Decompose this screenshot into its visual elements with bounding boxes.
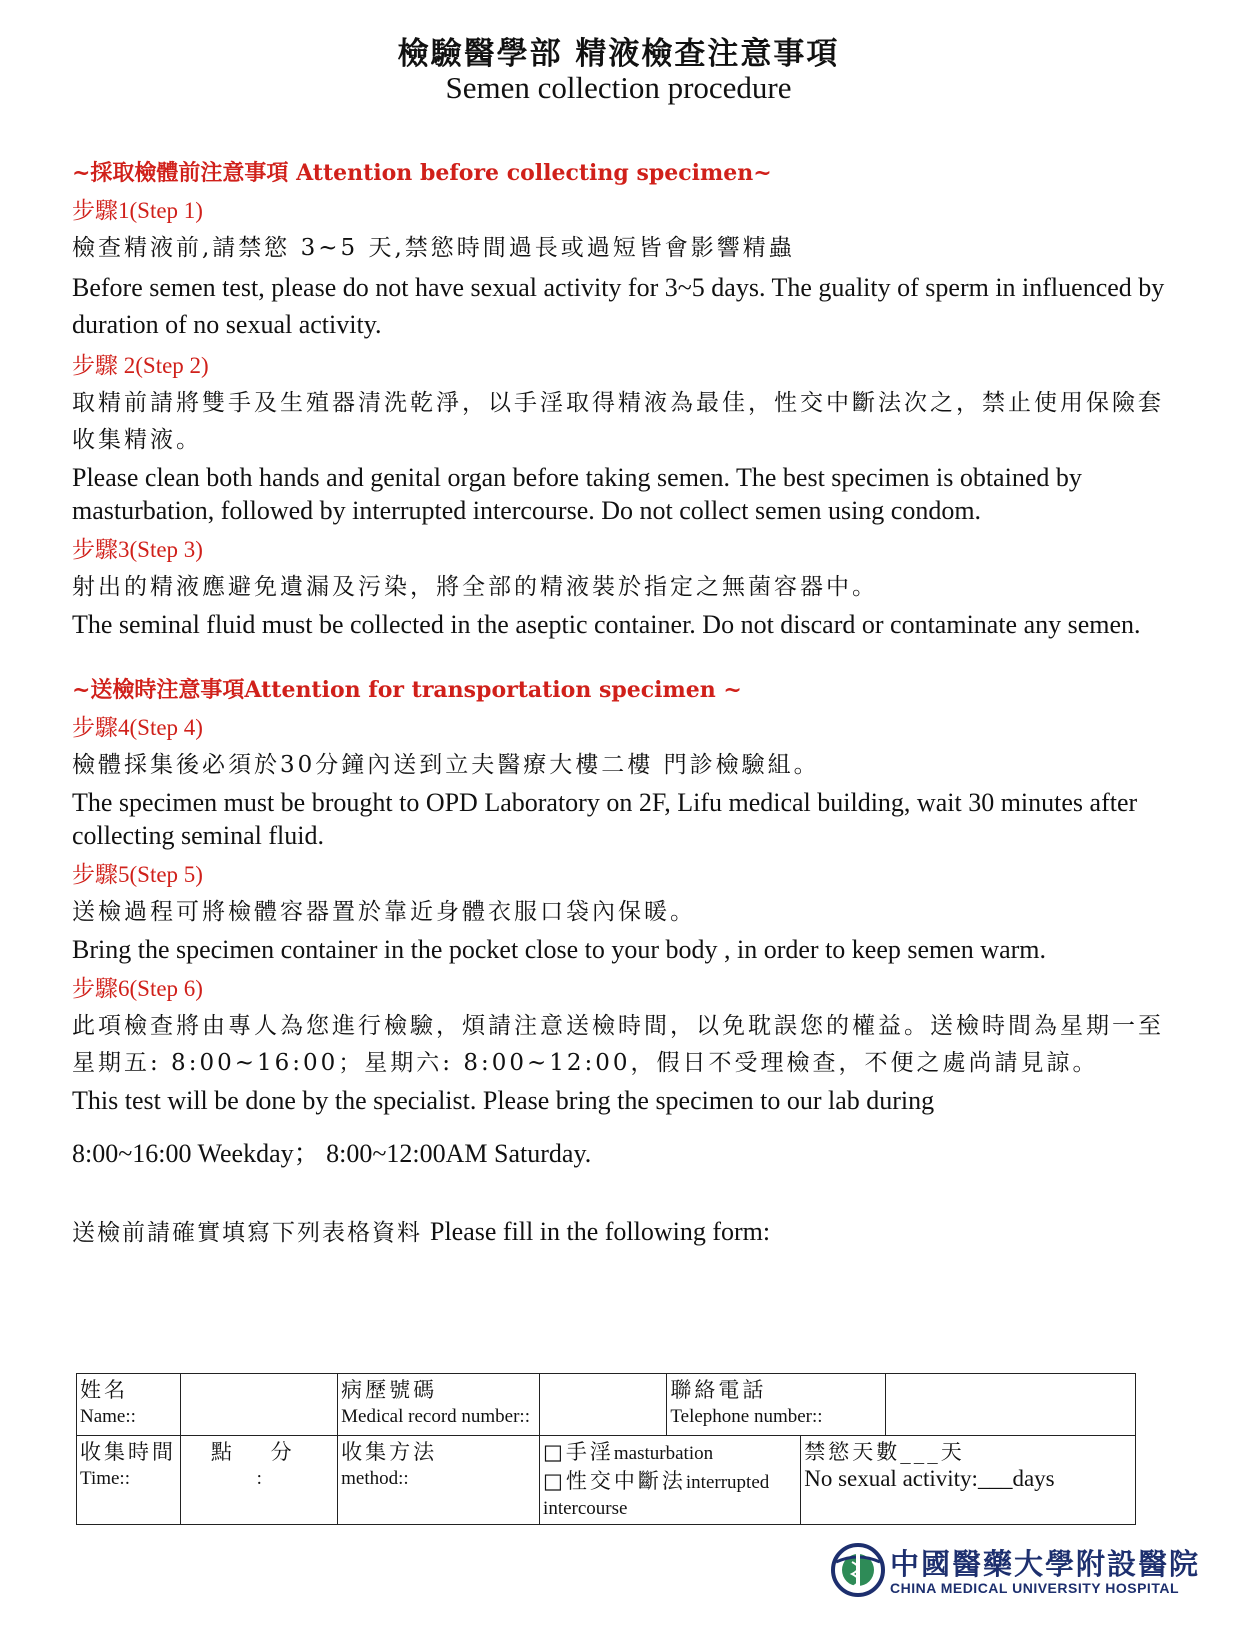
section-heading-before-collection: ~採取檢體前注意事項 Attention before collecting specimen~ <box>72 160 772 186</box>
medical-record-label-cell <box>338 1374 540 1436</box>
abstinence-cell[interactable] <box>801 1436 1136 1525</box>
step-4-label: 步驟4(Step 4) <box>72 715 203 740</box>
step-6-label: 步驟6(Step 6) <box>72 976 203 1001</box>
telephone-label-chinese: 聯絡電話 <box>670 1378 767 1402</box>
masturbation-label-english: masturbation <box>613 1443 714 1464</box>
step-5-chinese-text: 送檢過程可將檢體容器置於靠近身體衣服口袋內保暖。 <box>72 899 696 925</box>
method-options-cell <box>540 1436 801 1525</box>
step-6-chinese-text: 此項檢查將由專人為您進行檢驗，煩請注意送檢時間，以免耽誤您的權益。送檢時間為星期一至星期五: 8:00~16:00；星期六: 8:00~12:00，假日不受理檢查，不便之處尚請見諒。 <box>72 1013 1164 1076</box>
hospital-logo <box>830 1540 1201 1600</box>
page-title-chinese: 檢驗醫學部 精液檢查注意事項 <box>397 36 840 72</box>
time-field[interactable] <box>181 1436 338 1525</box>
time-label-chinese: 收集時間 <box>80 1440 176 1464</box>
abstinence-label-english: No sexual activity:___days <box>804 1466 1055 1491</box>
method-label-chinese: 收集方法 <box>341 1440 438 1464</box>
step-3-chinese-text: 射出的精液應避免遺漏及污染，將全部的精液裝於指定之無菌容器中。 <box>72 574 878 600</box>
hospital-emblem-icon <box>830 1540 886 1600</box>
name-field[interactable] <box>181 1374 338 1436</box>
name-label-english: Name:: <box>80 1406 136 1427</box>
step-1-chinese-text: 檢查精液前,請禁慾 3~5 天,禁慾時間過長或過短皆會影響精蟲 <box>72 235 795 261</box>
medical-record-field[interactable] <box>540 1374 667 1436</box>
medical-record-label-english: Medical record number:: <box>341 1406 530 1427</box>
method-option-masturbation[interactable] <box>543 1438 797 1467</box>
form-instruction-chinese: 送檢前請確實填寫下列表格資料 <box>72 1220 422 1246</box>
time-units: 點 分 <box>210 1440 308 1464</box>
step-4-english-text: The specimen must be brought to OPD Laboratory on 2F, Lifu medical building, wait 30 minutes after collecting seminal fluid. <box>72 788 1138 850</box>
telephone-field[interactable] <box>885 1374 1135 1436</box>
step-5-english-text: Bring the specimen container in the pocket close to your body , in order to keep semen warm. <box>72 935 1046 964</box>
step-3-english-text: The seminal fluid must be collected in the aseptic container. Do not discard or contaminate any semen. <box>72 610 1141 639</box>
step-6-opening-hours: 8:00~16:00 Weekday； 8:00~12:00AM Saturday. <box>72 1139 592 1168</box>
hospital-name-chinese: 中國醫藥大學附設醫院 <box>890 1547 1201 1581</box>
time-label-cell <box>77 1436 181 1525</box>
abstinence-label-chinese: 禁慾天數___天 <box>804 1440 965 1464</box>
step-4-chinese-text: 檢體採集後必須於30分鐘內送到立夫醫療大樓二樓 門診檢驗組。 <box>72 752 820 778</box>
step-1-label: 步驟1(Step 1) <box>72 198 203 223</box>
interrupted-checkbox-label: □性交中斷法 <box>543 1469 686 1493</box>
step-6-english-text: This test will be done by the specialist. Please bring the specimen to our lab during <box>72 1086 935 1115</box>
step-1-english-text: Before semen test, please do not have sexual activity for 3~5 days. The guality of sperm in influenced by duration of no sexual activity. <box>72 273 1165 339</box>
interrupted-label-english: interrupted intercourse <box>543 1472 770 1519</box>
hospital-name-english: CHINA MEDICAL UNIVERSITY HOSPITAL <box>890 1580 1180 1596</box>
name-label-cell <box>77 1374 181 1436</box>
masturbation-checkbox-label: □手淫 <box>543 1440 614 1464</box>
step-2-label: 步驟 2(Step 2) <box>72 353 209 378</box>
time-label-english: Time:: <box>80 1468 130 1489</box>
medical-record-label-chinese: 病歷號碼 <box>341 1378 438 1402</box>
step-3-label: 步驟3(Step 3) <box>72 537 203 562</box>
time-separator: : <box>256 1468 262 1489</box>
step-2-english-text: Please clean both hands and genital organ before taking semen. The best specimen is obtained by masturbation, followed by interrupted intercourse. Do not collect semen using condom. <box>72 463 1082 525</box>
form-row-identity <box>77 1374 1136 1436</box>
section-heading-transportation: ~送檢時注意事項Attention for transportation specimen ~ <box>72 677 742 703</box>
telephone-label-cell <box>667 1374 885 1436</box>
page-title-english: Semen collection procedure <box>445 70 792 105</box>
method-label-cell <box>338 1436 540 1525</box>
step-2-chinese-text: 取精前請將雙手及生殖器清洗乾淨，以手淫取得精液為最佳，性交中斷法次之，禁止使用保險套收集精液。 <box>72 390 1164 453</box>
name-label-chinese: 姓名 <box>80 1378 128 1402</box>
step-5-label: 步驟5(Step 5) <box>72 862 203 887</box>
patient-info-form <box>76 1373 1136 1525</box>
instructions-body <box>72 158 1172 1247</box>
form-row-collection <box>77 1436 1136 1525</box>
method-label-english: method:: <box>341 1468 409 1489</box>
method-option-interrupted[interactable] <box>543 1467 797 1522</box>
telephone-label-english: Telephone number:: <box>670 1406 823 1427</box>
form-instruction <box>72 1214 1172 1247</box>
form-instruction-english: Please fill in the following form: <box>430 1217 771 1246</box>
